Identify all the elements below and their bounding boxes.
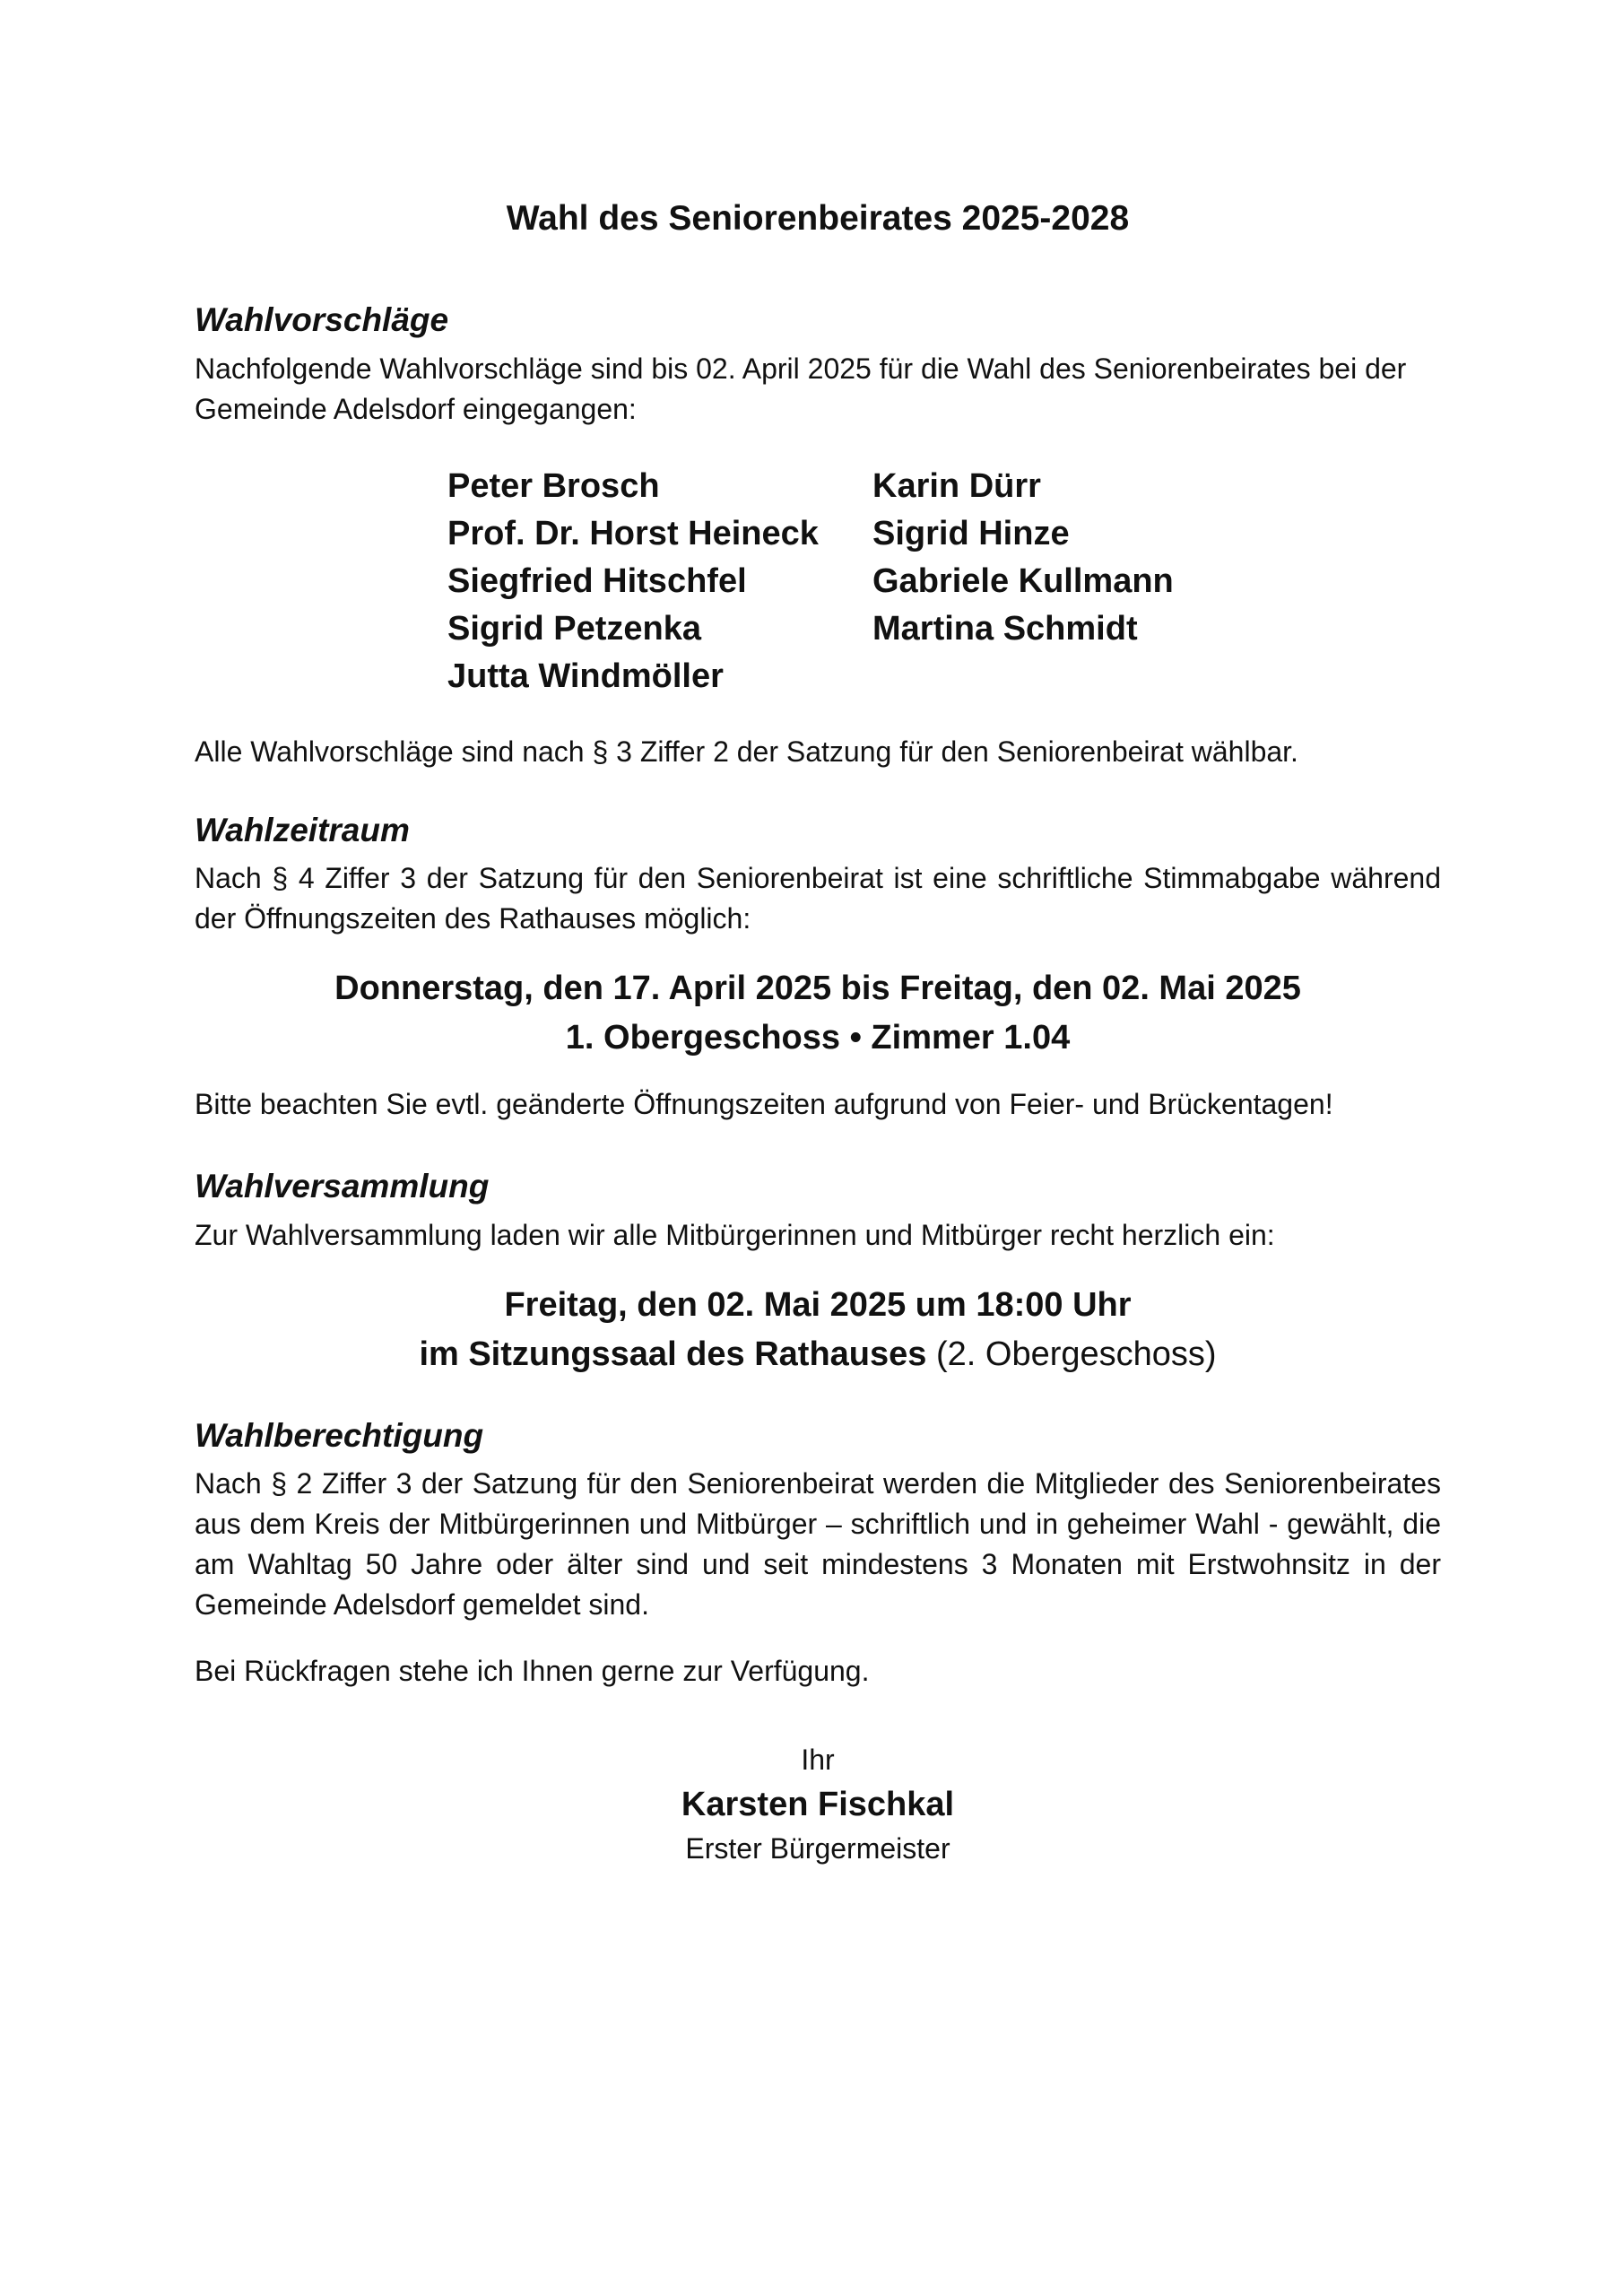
meeting-venue: im Sitzungssaal des Rathauses (419, 1335, 927, 1373)
wahlzeitraum-details (195, 964, 1441, 1063)
heading-wahlberechtigung: Wahlberechtigung (195, 1417, 484, 1454)
heading-wahlvorschlaege: Wahlvorschläge (195, 301, 449, 338)
heading-wahlzeitraum: Wahlzeitraum (195, 812, 410, 848)
wahlversammlung-intro: Zur Wahlversammlung laden wir alle Mitbürgerinnen und Mitbürger recht herzlich ein: (195, 1219, 1275, 1251)
document-title: Wahl des Seniorenbeirates 2025-2028 (506, 199, 1130, 238)
voting-period-dates: Donnerstag, den 17. April 2025 bis Freitag, den 02. Mai 2025 (334, 970, 1301, 1007)
candidate-name: Gabriele Kullmann (872, 562, 1174, 600)
signature-name: Karsten Fischkal (681, 1786, 955, 1823)
candidate-name: Peter Brosch (447, 467, 660, 505)
candidate-name: Siegfried Hitschfel (447, 562, 747, 600)
wahlversammlung-details (195, 1281, 1441, 1379)
signature-greeting: Ihr (801, 1744, 835, 1776)
voting-location: 1. Obergeschoss • Zimmer 1.04 (565, 1019, 1071, 1057)
heading-wahlversammlung: Wahlversammlung (195, 1168, 490, 1205)
signature-block (195, 1738, 1441, 1869)
wahlvorschlaege-note: Alle Wahlvorschläge sind nach § 3 Ziffer 2 der Satzung für den Seniorenbeirat wählbar. (195, 735, 1298, 768)
wahlzeitraum-note: Bitte beachten Sie evtl. geänderte Öffnungszeiten aufgrund von Feier- und Brückentagen! (195, 1088, 1333, 1120)
wahlvorschlaege-intro: Nachfolgende Wahlvorschläge sind bis 02. April 2025 für die Wahl des Seniorenbeirates bei der Gemeinde Adelsdorf eingegangen: (195, 352, 1407, 425)
candidate-name: Martina Schmidt (872, 610, 1138, 648)
meeting-venue-line (195, 1330, 1441, 1379)
candidate-column-right (872, 463, 1249, 653)
meeting-venue-detail: (2. Obergeschoss) (935, 1335, 1217, 1373)
candidate-name: Sigrid Hinze (872, 515, 1070, 552)
meeting-datetime: Freitag, den 02. Mai 2025 um 18:00 Uhr (504, 1286, 1132, 1324)
signature-role: Erster Bürgermeister (685, 1832, 950, 1865)
candidate-name: Prof. Dr. Horst Heineck (447, 515, 819, 552)
wahlzeitraum-intro: Nach § 4 Ziffer 3 der Satzung für den Seniorenbeirat ist eine schriftliche Stimmabgabe während der Öffnungszeiten des Rathauses möglich: (195, 862, 1441, 935)
candidate-name: Jutta Windmöller (447, 657, 724, 695)
wahlberechtigung-text: Nach § 2 Ziffer 3 der Satzung für den Seniorenbeirat werden die Mitglieder des Seniorenbeirates aus dem Kreis der Mitbürgerinnen und Mitbürger – schriftlich und in geheimer Wahl - gewählt, die am Wahltag 50 Jahre oder älter sind und seit mindestens 3 Monaten mit Erstwohnsitz in der Gemeinde Adelsdorf gemeldet sind. (195, 1467, 1441, 1621)
closing-text: Bei Rückfragen stehe ich Ihnen gerne zur Verfügung. (195, 1655, 870, 1687)
candidate-name: Sigrid Petzenka (447, 610, 701, 648)
candidate-column-left (447, 463, 860, 700)
candidate-name: Karin Dürr (872, 467, 1041, 505)
